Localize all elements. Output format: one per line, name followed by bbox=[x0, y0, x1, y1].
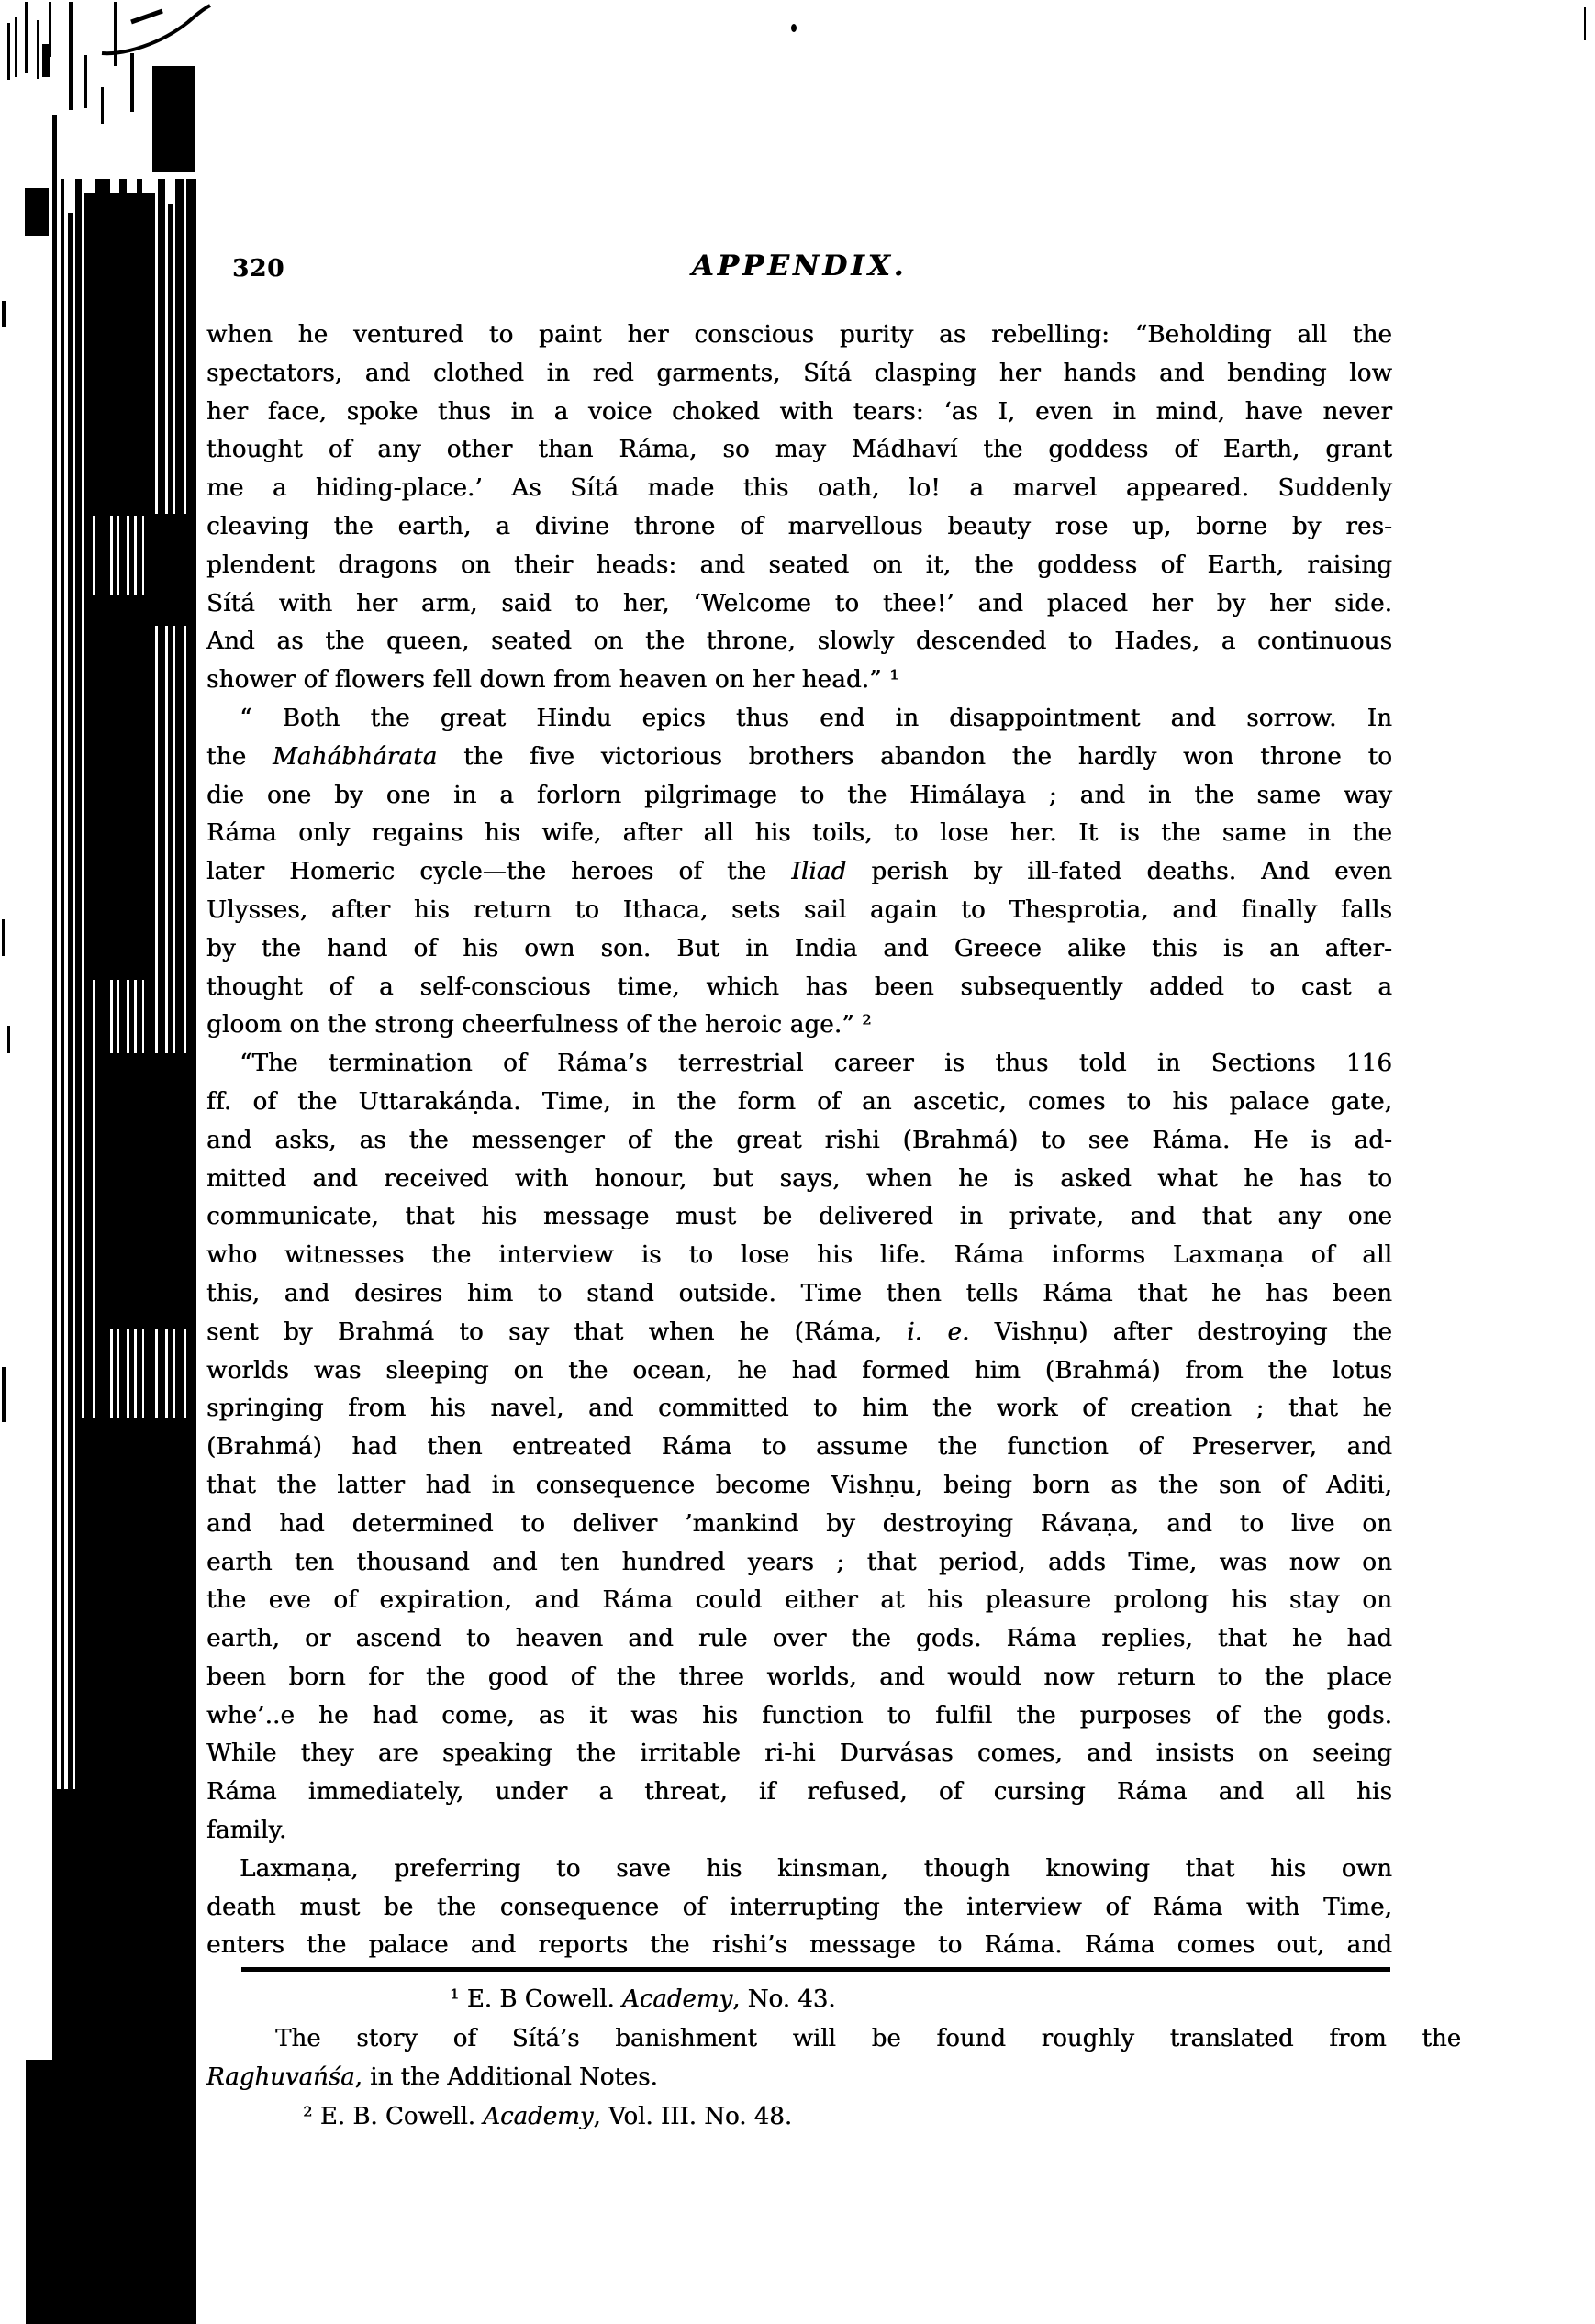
scan-artifact-bar bbox=[25, 2, 28, 73]
body-text bbox=[206, 317, 1392, 1965]
scan-artifact-bar bbox=[7, 23, 10, 80]
scan-artifact-bar bbox=[90, 595, 154, 980]
text-line: by the hand of his own son. But in India and Greece alike this is an after- bbox=[206, 934, 1392, 962]
text-line: enters the palace and reports the rishi’s message to Ráma. Ráma comes out, and bbox=[206, 1931, 1392, 1960]
text-line: this, and desires him to stand outside. Time then tells Ráma that he has been bbox=[206, 1279, 1392, 1307]
page-content bbox=[206, 250, 1461, 2130]
text-line: thought of any other than Ráma, so may Mádhaví the goddess of Earth, grant bbox=[206, 436, 1392, 464]
text-line: cleaving the earth, a divine throne of marvellous beauty rose up, borne by res- bbox=[206, 512, 1392, 540]
text-line: that the latter had in consequence become Vishṇu, being born as the son of Aditi, bbox=[206, 1471, 1392, 1499]
text-line: ff. of the Uttarakáṇda. Time, in the form of an ascetic, comes to his palace gate, bbox=[206, 1087, 1392, 1116]
scan-artifact-bar bbox=[101, 87, 104, 124]
footnote-line: Raghuvańśa, in the Additional Notes. bbox=[206, 2063, 658, 2091]
text-line: Ulysses, after his return to Ithaca, sets sail again to Thesprotia, and finally falls bbox=[206, 895, 1392, 924]
scan-artifact-bar bbox=[25, 188, 49, 236]
scan-artifact-bar bbox=[49, 2, 51, 57]
scan-artifact-bar bbox=[92, 193, 154, 516]
text-line: spectators, and clothed in red garments, Sítá clasping her hands and bending low bbox=[206, 359, 1392, 387]
footnote-line: ² E. B. Cowell. Academy, Vol. III. No. 48. bbox=[303, 2102, 792, 2130]
text-line: worlds was sleeping on the ocean, he had formed him (Brahmá) from the lotus bbox=[206, 1356, 1392, 1384]
scan-artifact-bar bbox=[152, 66, 195, 172]
text-line: her face, spoke thus in a voice choked with tears: ‘as I, even in mind, have never bbox=[206, 397, 1392, 426]
text-line: While they are speaking the irritable ri-hi Durvásas comes, and insists on seeing bbox=[206, 1740, 1392, 1768]
text-line: thought of a self-conscious time, which has been subsequently added to cast a bbox=[206, 973, 1392, 1001]
scan-artifact-bar bbox=[15, 17, 17, 77]
text-line: springing from his navel, and committed to him the work of creation ; that he bbox=[206, 1395, 1392, 1423]
scan-artifact-bar bbox=[151, 514, 193, 626]
text-line: And as the queen, seated on the throne, slowly descended to Hades, a continuous bbox=[206, 628, 1392, 656]
footnotes bbox=[206, 1980, 1461, 2136]
scan-artifact-bar bbox=[130, 53, 134, 112]
text-line: who witnesses the interview is to lose his life. Ráma informs Laxmaṇa of all bbox=[206, 1241, 1392, 1270]
text-line: die one by one in a forlorn pilgrimage to the Himálaya ; and in the same way bbox=[206, 781, 1392, 809]
text-line: (Brahmá) had then entreated Ráma to assume the function of Preserver, and bbox=[206, 1433, 1392, 1462]
text-line: sent by Brahmá to say that when he (Ráma, i. e. Vishṇu) after destroying the bbox=[206, 1318, 1392, 1346]
page-number: 320 bbox=[232, 255, 285, 283]
text-line: been born for the good of the three worlds, and would now return to the place bbox=[206, 1662, 1392, 1691]
page-title: APPENDIX. bbox=[691, 250, 908, 283]
scan-artifact-bar bbox=[69, 2, 72, 110]
scan-artifact-bar bbox=[7, 1026, 10, 1053]
text-line: communicate, that his message must be delivered in private, and that any one bbox=[206, 1203, 1392, 1231]
text-line: me a hiding-place.’ As Sítá made this oath, lo! a marvel appeared. Suddenly bbox=[206, 474, 1392, 503]
text-line: and had determined to deliver ’mankind by destroying Rávaṇa, and to live on bbox=[206, 1509, 1392, 1538]
text-line: earth, or ascend to heaven and rule over the gods. Ráma replies, that he had bbox=[206, 1625, 1392, 1653]
text-line: Laxmaṇa, preferring to save his kinsman, though knowing that his own bbox=[240, 1854, 1392, 1883]
scan-artifact-bar bbox=[26, 2060, 195, 2324]
scan-artifact-bar bbox=[2, 1367, 6, 1422]
text-line: earth ten thousand and ten hundred years ; that period, adds Time, was now on bbox=[206, 1548, 1392, 1576]
scan-artifact-bar bbox=[2, 919, 5, 956]
text-line: Ráma immediately, under a threat, if refused, of cursing Ráma and all his bbox=[206, 1778, 1392, 1807]
text-line: Ráma only regains his wife, after all his toils, to lose her. It is the same in the bbox=[206, 819, 1392, 848]
text-line: the Mahábhárata the five victorious brothers abandon the hardly won throne to bbox=[206, 742, 1392, 771]
text-line: whe’..e he had come, as it was his function to fulfil the purposes of the gods. bbox=[206, 1701, 1392, 1729]
text-line: “ Both the great Hindu epics thus end in disappointment and sorrow. In bbox=[240, 704, 1392, 732]
pen-mark-icon bbox=[96, 2, 216, 59]
footnote-line: ¹ E. B Cowell. Academy, No. 43. bbox=[450, 1985, 836, 2013]
scan-artifact-bar bbox=[2, 301, 6, 327]
page-masthead bbox=[206, 250, 1392, 292]
text-line: family. bbox=[206, 1817, 287, 1845]
scan-artifact-bar bbox=[37, 20, 39, 79]
text-line: gloom on the strong cheerfulness of the heroic age.” ² bbox=[206, 1011, 872, 1040]
text-line: and asks, as the messenger of the great rishi (Brahmá) to see Ráma. He is ad- bbox=[206, 1126, 1392, 1154]
text-line: Sítá with her arm, said to her, ‘Welcome to thee!’ and placed her by her side. bbox=[206, 589, 1392, 617]
text-line: later Homeric cycle—the heroes of the Iliad perish by ill-fated deaths. And even bbox=[206, 858, 1392, 886]
text-line: the eve of expiration, and Ráma could either at his pleasure prolong his stay on bbox=[206, 1586, 1392, 1615]
scan-artifact-bar bbox=[84, 55, 87, 108]
text-line: plendent dragons on their heads: and seated on it, the goddess of Earth, raising bbox=[206, 550, 1392, 579]
text-line: death must be the consequence of interrupting the interview of Ráma with Time, bbox=[206, 1893, 1392, 1921]
footnote-line: The story of Sítá’s banishment will be found roughly translated from the bbox=[275, 2024, 1461, 2052]
text-line: “The termination of Ráma’s terrestrial career is thus told in Sections 116 bbox=[240, 1050, 1392, 1078]
text-line: when he ventured to paint her conscious purity as rebelling: “Beholding all the bbox=[206, 321, 1392, 349]
scan-artifact-bar bbox=[110, 1053, 193, 1329]
footnote-separator bbox=[241, 1967, 1390, 1972]
scan-edge-tick bbox=[1584, 7, 1586, 40]
text-line: mitted and received with honour, but says, when he is asked what he has to bbox=[206, 1164, 1392, 1193]
ink-speck bbox=[791, 24, 797, 32]
text-line: shower of flowers fell down from heaven on her head.” ¹ bbox=[206, 666, 899, 695]
scan-artifact-bar bbox=[78, 1418, 193, 1792]
